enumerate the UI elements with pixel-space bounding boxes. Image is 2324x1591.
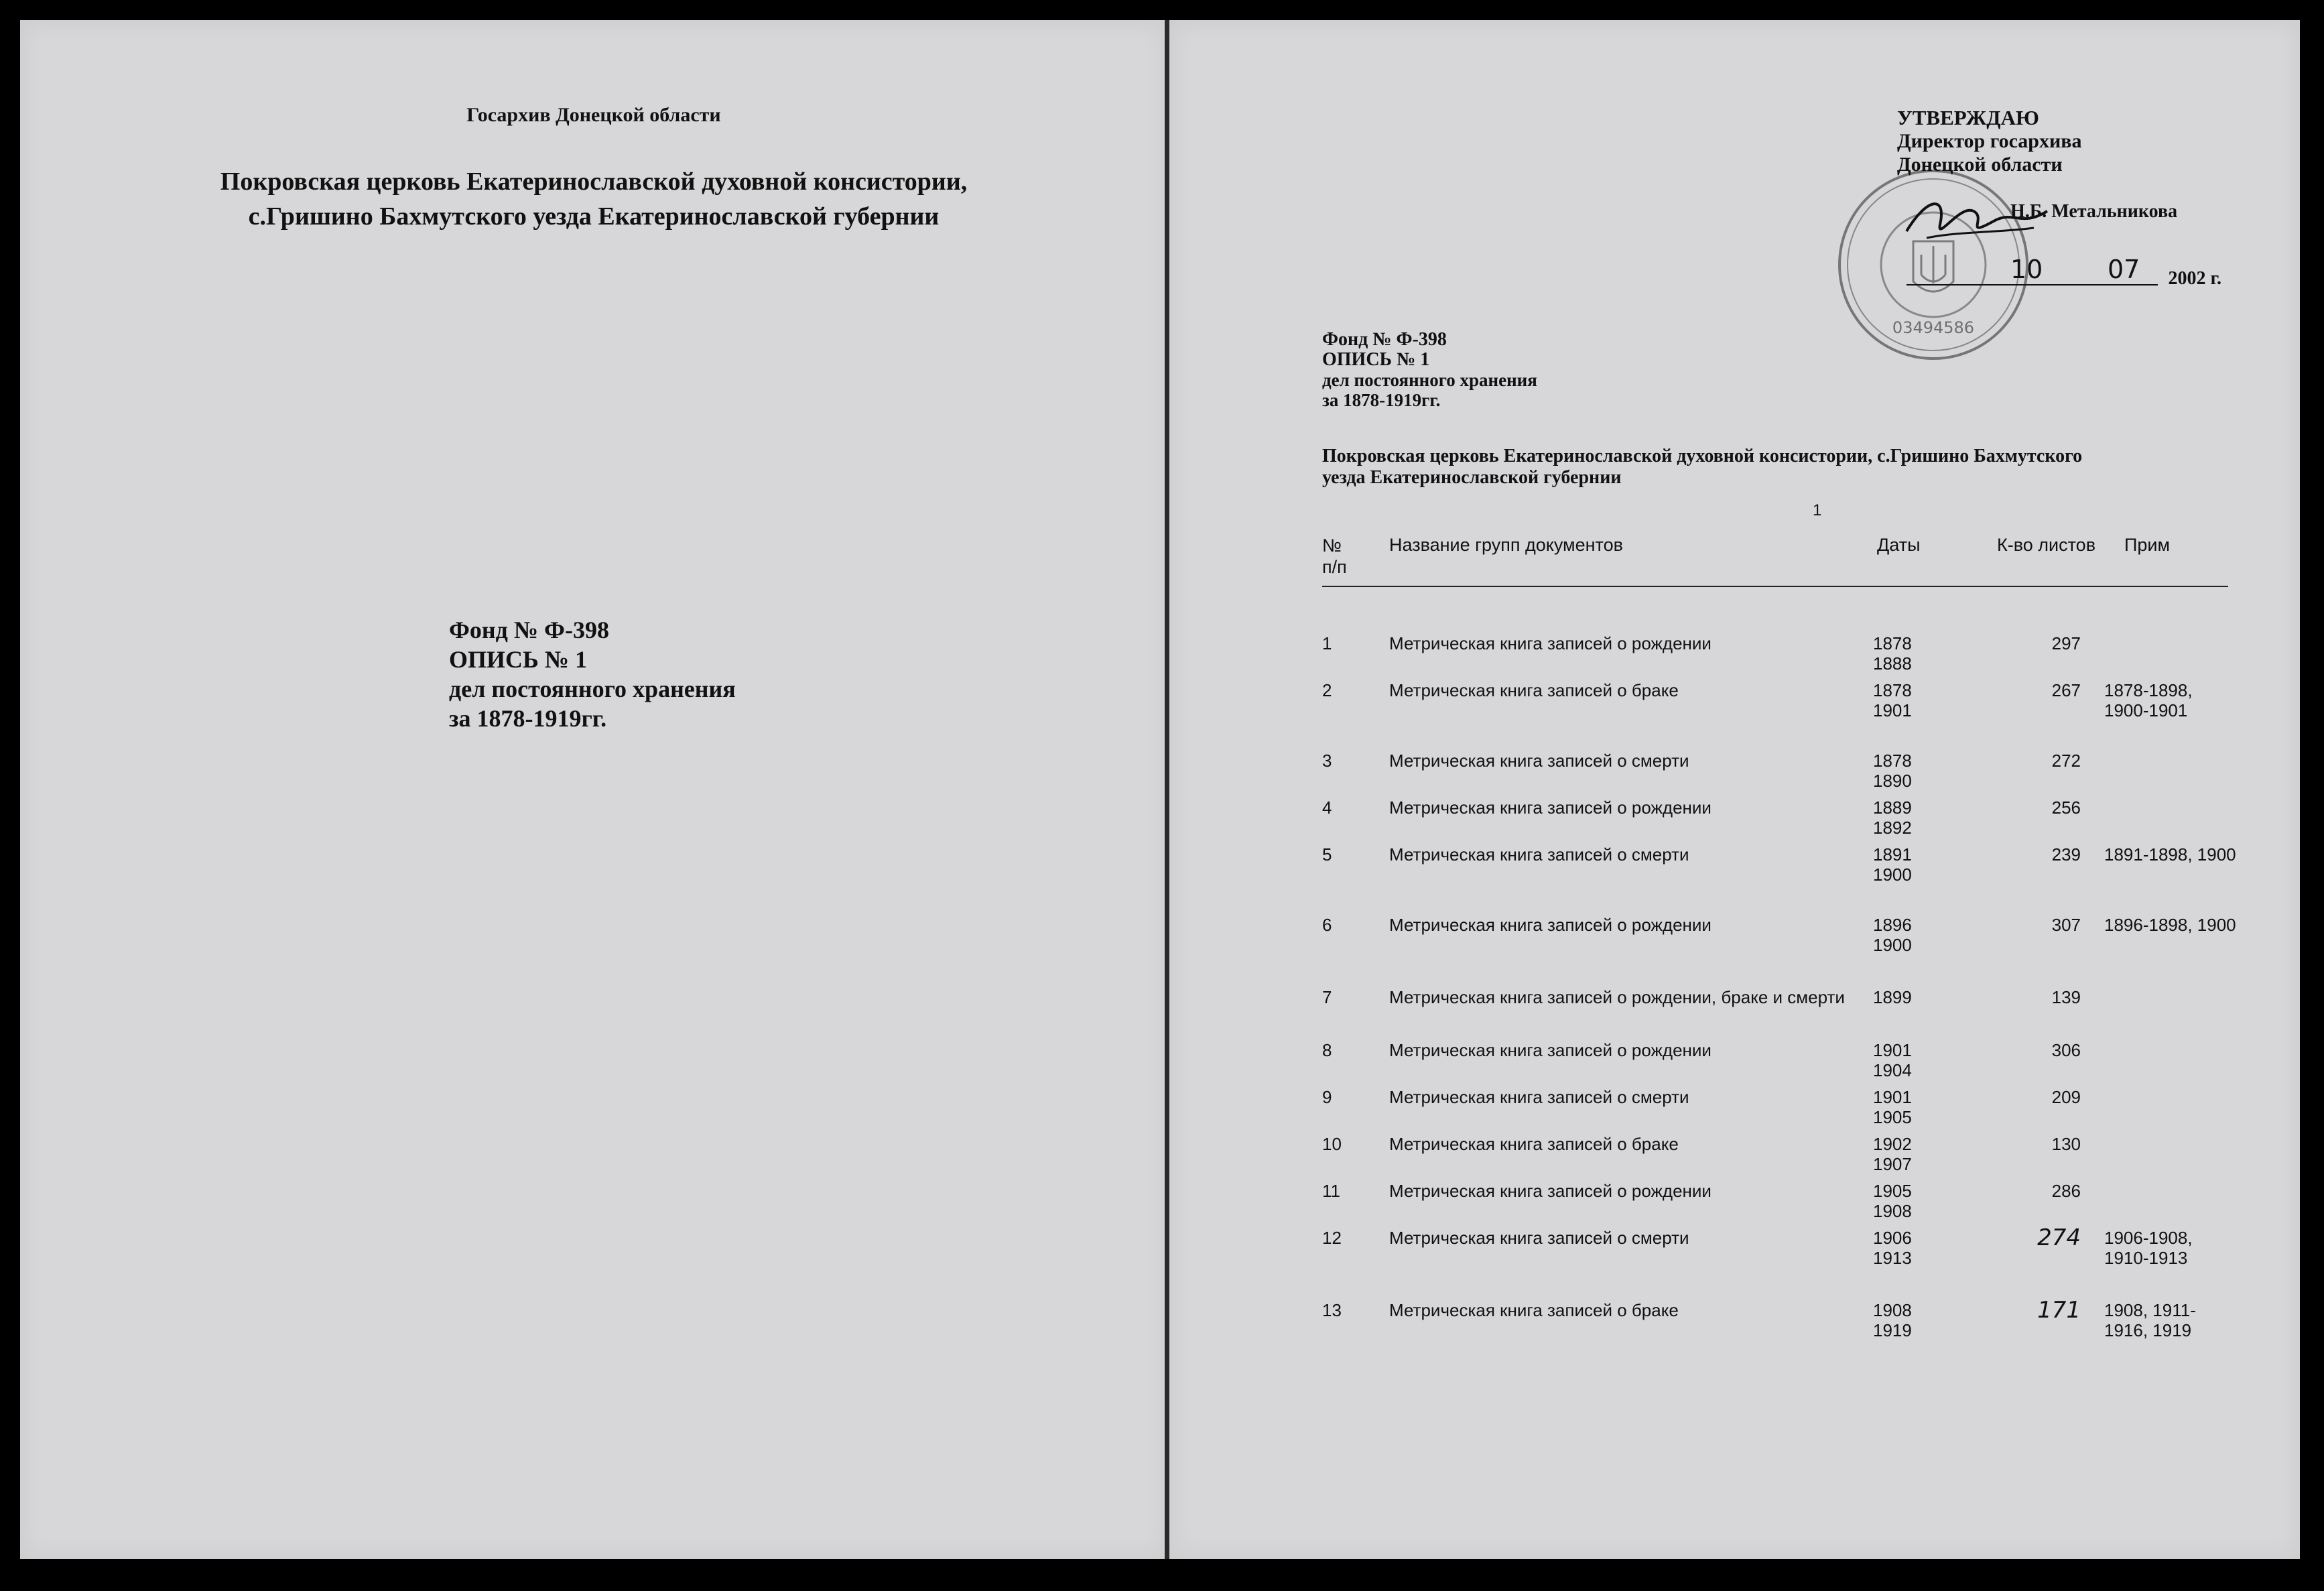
column-header-count: К-во листов <box>1997 535 2096 555</box>
row-sheet-count: 139 <box>2051 987 2081 1007</box>
row-note: 1878-1898, 1900-1901 <box>2104 680 2193 720</box>
row-dates <box>1873 1134 1912 1174</box>
row-dates <box>1873 1087 1912 1127</box>
fund-title-line: с.Гришино Бахмутского уезда Екатеринославской губернии <box>248 202 940 231</box>
row-sheet-count: 256 <box>2051 798 2081 818</box>
row-title: Метрическая книга записей о браке <box>1389 1300 1679 1320</box>
fund-info-block <box>1322 330 1537 410</box>
right-page <box>1169 20 2300 1559</box>
row-sheet-count: 307 <box>2051 915 2081 935</box>
period: за 1878-1919гг. <box>449 705 607 732</box>
row-sheet-count: 286 <box>2051 1181 2081 1201</box>
column-header-num-line: № <box>1322 535 1342 556</box>
row-title: Метрическая книга записей о рождении <box>1389 798 1712 818</box>
row-sheet-count: 274 <box>2037 1224 2081 1251</box>
row-number: 7 <box>1322 987 1332 1007</box>
row-number: 11 <box>1322 1181 1340 1201</box>
row-date: 1896 <box>1873 915 1912 935</box>
column-header-num-line: п/п <box>1322 557 1347 577</box>
page-number: 1 <box>1813 501 1822 519</box>
row-title: Метрическая книга записей о браке <box>1389 1134 1679 1154</box>
row-title: Метрическая книга записей о рождении, браке и смерти <box>1389 987 1845 1007</box>
row-date: 1890 <box>1873 771 1912 791</box>
row-date: 1889 <box>1873 798 1912 818</box>
archive-name: Госархив Донецкой области <box>466 104 721 126</box>
row-number: 4 <box>1322 798 1332 818</box>
row-title: Метрическая книга записей о смерти <box>1389 751 1689 771</box>
row-title: Метрическая книга записей о рождении <box>1389 1181 1712 1201</box>
row-dates <box>1873 1040 1912 1080</box>
row-sheet-count: 306 <box>2051 1040 2081 1060</box>
row-dates <box>1873 1181 1912 1221</box>
row-date: 1901 <box>1873 1040 1912 1060</box>
row-title: Метрическая книга записей о рождении <box>1389 633 1712 653</box>
date-day: 10 <box>2010 255 2043 284</box>
row-dates <box>1873 915 1912 955</box>
fund-title <box>1322 446 2247 489</box>
row-number: 5 <box>1322 844 1332 865</box>
date-year: 2002 г. <box>2168 268 2221 289</box>
row-number: 9 <box>1322 1087 1332 1107</box>
row-title: Метрическая книга записей о браке <box>1389 680 1679 700</box>
row-date: 1907 <box>1873 1154 1912 1174</box>
row-number: 2 <box>1322 680 1332 700</box>
row-number: 1 <box>1322 633 1332 653</box>
row-date: 1900 <box>1873 935 1912 955</box>
row-title: Метрическая книга записей о рождении <box>1389 1040 1712 1060</box>
fund-info-block <box>449 615 736 733</box>
column-header-note: Прим <box>2124 535 2171 555</box>
approval-block <box>1897 106 2081 176</box>
column-header-num <box>1322 535 1347 578</box>
fund-title-line: Покровская церковь Екатеринославской духовной консистории, <box>220 168 968 196</box>
row-date: 1891 <box>1873 844 1912 865</box>
row-date: 1908 <box>1873 1300 1912 1320</box>
row-note: 1891-1898, 1900 <box>2104 844 2236 865</box>
row-sheet-count: 171 <box>2037 1297 2081 1324</box>
header-rule <box>1322 586 2228 587</box>
row-number: 6 <box>1322 915 1332 935</box>
stamp-code: 03494586 <box>1892 318 1975 337</box>
row-date: 1906 <box>1873 1228 1912 1248</box>
row-title: Метрическая книга записей о смерти <box>1389 1228 1689 1248</box>
row-date: 1888 <box>1873 653 1912 674</box>
row-date: 1901 <box>1873 700 1912 720</box>
row-sheet-count: 239 <box>2051 844 2081 865</box>
row-date: 1900 <box>1873 865 1912 885</box>
row-title: Метрическая книга записей о смерти <box>1389 1087 1689 1107</box>
fund-title-line: Покровская церковь Екатеринославской духовной консистории, с.Гришино Бахмутского <box>1322 446 2083 466</box>
row-note: 1906-1908, 1910-1913 <box>2104 1228 2193 1268</box>
inventory-number: ОПИСЬ № 1 <box>449 646 587 673</box>
row-date: 1905 <box>1873 1181 1912 1201</box>
period: за 1878-1919гг. <box>1322 390 1441 410</box>
date-underline <box>1907 284 2158 285</box>
row-dates <box>1873 1228 1912 1268</box>
row-number: 10 <box>1322 1134 1342 1154</box>
approval-date <box>1907 248 2221 291</box>
row-sheet-count: 267 <box>2051 680 2081 700</box>
row-date: 1919 <box>1873 1320 1912 1340</box>
row-number: 12 <box>1322 1228 1342 1248</box>
inventory-number: ОПИСЬ № 1 <box>1322 349 1430 370</box>
row-date: 1878 <box>1873 751 1912 771</box>
storage-type: дел постоянного хранения <box>1322 370 1537 390</box>
row-sheet-count: 272 <box>2051 751 2081 771</box>
row-number: 13 <box>1322 1300 1342 1320</box>
row-date: 1878 <box>1873 680 1912 700</box>
fund-number: Фонд № Ф-398 <box>449 617 609 643</box>
left-page <box>20 20 1167 1559</box>
approver-line: Донецкой области <box>1897 153 2063 176</box>
approver-name: Н.Б. Метальникова <box>2010 201 2178 222</box>
row-date: 1913 <box>1873 1248 1912 1268</box>
row-date: 1901 <box>1873 1087 1912 1107</box>
row-date: 1902 <box>1873 1134 1912 1154</box>
fund-title <box>20 164 1167 234</box>
fund-title-line: уезда Екатеринославской губернии <box>1322 467 1622 488</box>
row-dates <box>1873 1300 1912 1340</box>
row-note: 1896-1898, 1900 <box>2104 915 2236 935</box>
fund-number: Фонд № Ф-398 <box>1322 329 1447 350</box>
row-sheet-count: 209 <box>2051 1087 2081 1107</box>
row-note: 1908, 1911-1916, 1919 <box>2104 1300 2196 1340</box>
storage-type: дел постоянного хранения <box>449 676 736 702</box>
row-sheet-count: 130 <box>2051 1134 2081 1154</box>
column-header-dates: Даты <box>1877 535 1921 555</box>
row-dates <box>1873 844 1912 885</box>
row-date: 1905 <box>1873 1107 1912 1127</box>
row-dates <box>1873 633 1912 674</box>
row-dates <box>1873 751 1912 791</box>
row-title: Метрическая книга записей о рождении <box>1389 915 1712 935</box>
row-date: 1878 <box>1873 633 1912 653</box>
date-month: 07 <box>2108 255 2140 284</box>
row-dates <box>1873 798 1912 838</box>
row-date: 1908 <box>1873 1201 1912 1221</box>
row-sheet-count: 297 <box>2051 633 2081 653</box>
row-number: 8 <box>1322 1040 1332 1060</box>
row-dates <box>1873 680 1912 720</box>
row-number: 3 <box>1322 751 1332 771</box>
approve-heading: УТВЕРЖДАЮ <box>1897 106 2039 129</box>
row-date: 1904 <box>1873 1060 1912 1080</box>
row-dates <box>1873 987 1912 1007</box>
row-date: 1892 <box>1873 818 1912 838</box>
column-header-name: Название групп документов <box>1389 535 1623 555</box>
approver-line: Директор госархива <box>1897 130 2082 152</box>
row-title: Метрическая книга записей о смерти <box>1389 844 1689 865</box>
row-date: 1899 <box>1873 987 1912 1007</box>
